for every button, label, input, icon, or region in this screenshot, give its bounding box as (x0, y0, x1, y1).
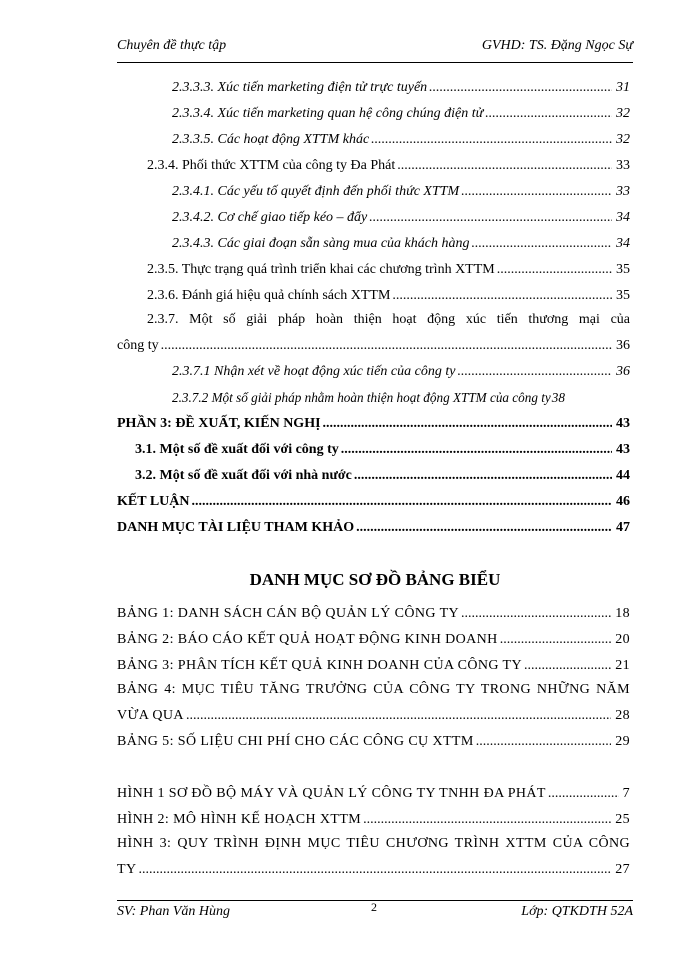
table-entry[interactable] (117, 658, 630, 674)
figure-entry-text: TY (117, 862, 137, 877)
header-right: GVHD: TS. Đặng Ngọc Sự (481, 38, 633, 53)
toc-entry-text: 2.3.6. Đánh giá hiệu quả chính sách XTTM (147, 288, 391, 303)
toc-entry-text: 3.2. Một số đề xuất đối với nhà nước (135, 468, 352, 483)
toc-entry[interactable] (172, 236, 630, 252)
toc-entry-page: 38 (551, 390, 565, 405)
figure-entry-text: HÌNH 1 SƠ ĐỒ BỘ MÁY VÀ QUẢN LÝ CÔNG TY TNHH ĐA PHÁT (117, 786, 546, 801)
toc-entry-text: DANH MỤC TÀI LIỆU THAM KHẢO (117, 520, 355, 535)
toc-entry-text: 2.3.3.5. Các hoạt động XTTM khác (172, 132, 370, 147)
toc-entry-text: 2.3.7.2 Một số giải pháp nhằm hoàn thiện hoạt động XTTM của công ty (172, 390, 551, 405)
toc-entry-page: 35 (616, 288, 630, 303)
figures-list-title: DANH MỤC SƠ ĐỒ BẢNG BIỂU (249, 570, 501, 589)
toc-entry[interactable] (147, 158, 630, 174)
toc-entry-page: 43 (616, 442, 630, 457)
figure-entry[interactable] (117, 862, 630, 878)
toc-entry-page: 44 (616, 468, 630, 483)
table-entry-page: 28 (615, 708, 630, 723)
toc-entry-page: 47 (616, 520, 630, 535)
toc-entry[interactable] (117, 416, 630, 432)
figure-entry-page: 27 (615, 862, 630, 877)
toc-entry[interactable] (172, 80, 630, 96)
table-entry-text: BẢNG 3: PHÂN TÍCH KẾT QUẢ KINH DOANH CỦA CÔNG TY (117, 658, 522, 673)
toc-entry[interactable] (147, 262, 630, 278)
toc-entry[interactable] (172, 106, 630, 122)
toc-entry-page: 34 (616, 236, 630, 251)
table-entry[interactable] (117, 708, 630, 724)
toc-entry-page: 35 (616, 262, 630, 277)
toc-entry[interactable] (117, 520, 630, 536)
toc-entry-text: 2.3.5. Thực trạng quá trình triển khai các chương trình XTTM (147, 262, 495, 277)
table-entry-page: 20 (615, 632, 630, 647)
toc-entry-page: 31 (616, 80, 630, 95)
table-entry-page: 21 (615, 658, 630, 673)
figure-entry-text: HÌNH 2: MÔ HÌNH KẾ HOẠCH XTTM (117, 812, 362, 827)
toc-entry-text: 2.3.3.3. Xúc tiến marketing điện tử trực tuyến (172, 80, 428, 95)
toc-entry[interactable] (172, 210, 630, 226)
toc-entry[interactable] (135, 442, 630, 458)
toc-entry-page: 46 (616, 494, 630, 509)
toc-entry-text: 2.3.7.1 Nhận xét về hoạt động xúc tiến của công ty (172, 364, 456, 379)
figure-entry-page: 7 (622, 786, 630, 801)
table-entry-text: BẢNG 5: SỐ LIỆU CHI PHÍ CHO CÁC CÔNG CỤ XTTM (117, 734, 474, 749)
figure-entry[interactable] (117, 812, 630, 828)
page-number: 2 (371, 900, 377, 914)
toc-entry-page: 36 (616, 364, 630, 379)
toc-entry[interactable] (135, 468, 630, 484)
footer-right: Lớp: QTKDTH 52A (521, 904, 633, 919)
toc-entry-page: 34 (616, 210, 630, 225)
page-header (117, 38, 633, 54)
table-entry-page: 29 (615, 734, 630, 749)
toc-entry-text: 2.3.4. Phối thức XTTM của công ty Đa Phát (147, 158, 396, 173)
table-entry[interactable] (117, 632, 630, 648)
toc-entry-text: 2.3.3.4. Xúc tiến marketing quan hệ công chúng điện tử (172, 106, 484, 121)
toc-entry[interactable] (172, 132, 630, 148)
toc-entry-page: 36 (616, 338, 630, 353)
toc-entry[interactable] (172, 364, 630, 380)
table-entry-text: VỪA QUA (117, 708, 184, 723)
toc-entry-text: 2.3.4.1. Các yếu tố quyết định đến phối thức XTTM (172, 184, 460, 199)
figure-entry-page: 25 (615, 812, 630, 827)
toc-entry[interactable] (117, 338, 630, 354)
header-rule (117, 62, 633, 63)
table-entry-first-line[interactable]: BẢNG 4: MỤC TIÊU TĂNG TRƯỞNG CỦA CÔNG TY TRONG NHỮNG NĂM (117, 682, 630, 697)
toc-entry[interactable] (117, 494, 630, 510)
toc-entry-text: 3.1. Một số đề xuất đối với công ty (135, 442, 339, 457)
table-entry[interactable] (117, 734, 630, 750)
toc-entry-text: 2.3.4.3. Các giai đoạn sẵn sàng mua của khách hàng (172, 236, 470, 251)
table-entry-text: BẢNG 1: DANH SÁCH CÁN BỘ QUẢN LÝ CÔNG TY (117, 606, 460, 621)
toc-entry-page: 43 (616, 416, 630, 431)
toc-entry-page: 33 (616, 158, 630, 173)
toc-entry[interactable] (147, 288, 630, 304)
toc-entry[interactable] (172, 184, 630, 200)
toc-entry[interactable] (172, 390, 632, 406)
table-entry-page: 18 (615, 606, 630, 621)
table-entry[interactable] (117, 606, 630, 622)
toc-entry-text: PHẦN 3: ĐỀ XUẤT, KIẾN NGHỊ (117, 416, 321, 431)
page-footer (117, 900, 633, 920)
toc-entry-text: KẾT LUẬN (117, 494, 190, 509)
figure-entry[interactable] (117, 786, 630, 802)
footer-left: SV: Phan Văn Hùng (117, 904, 231, 919)
header-left: Chuyên đề thực tập (117, 38, 227, 53)
toc-entry-text: 2.3.4.2. Cơ chế giao tiếp kéo – đẩy (172, 210, 368, 225)
figure-entry-first-line[interactable]: HÌNH 3: QUY TRÌNH ĐỊNH MỤC TIÊU CHƯƠNG TRÌNH XTTM CỦA CÔNG (117, 836, 630, 851)
table-entry-text: BẢNG 2: BÁO CÁO KẾT QUẢ HOẠT ĐỘNG KINH DOANH (117, 632, 498, 647)
toc-entry-page: 32 (616, 132, 630, 147)
toc-entry-page: 32 (616, 106, 630, 121)
toc-entry-first-line[interactable]: 2.3.7. Một số giải pháp hoàn thiện hoạt động xúc tiến thương mại của (147, 312, 630, 327)
toc-entry-page: 33 (616, 184, 630, 199)
toc-entry-text: công ty (117, 338, 159, 353)
